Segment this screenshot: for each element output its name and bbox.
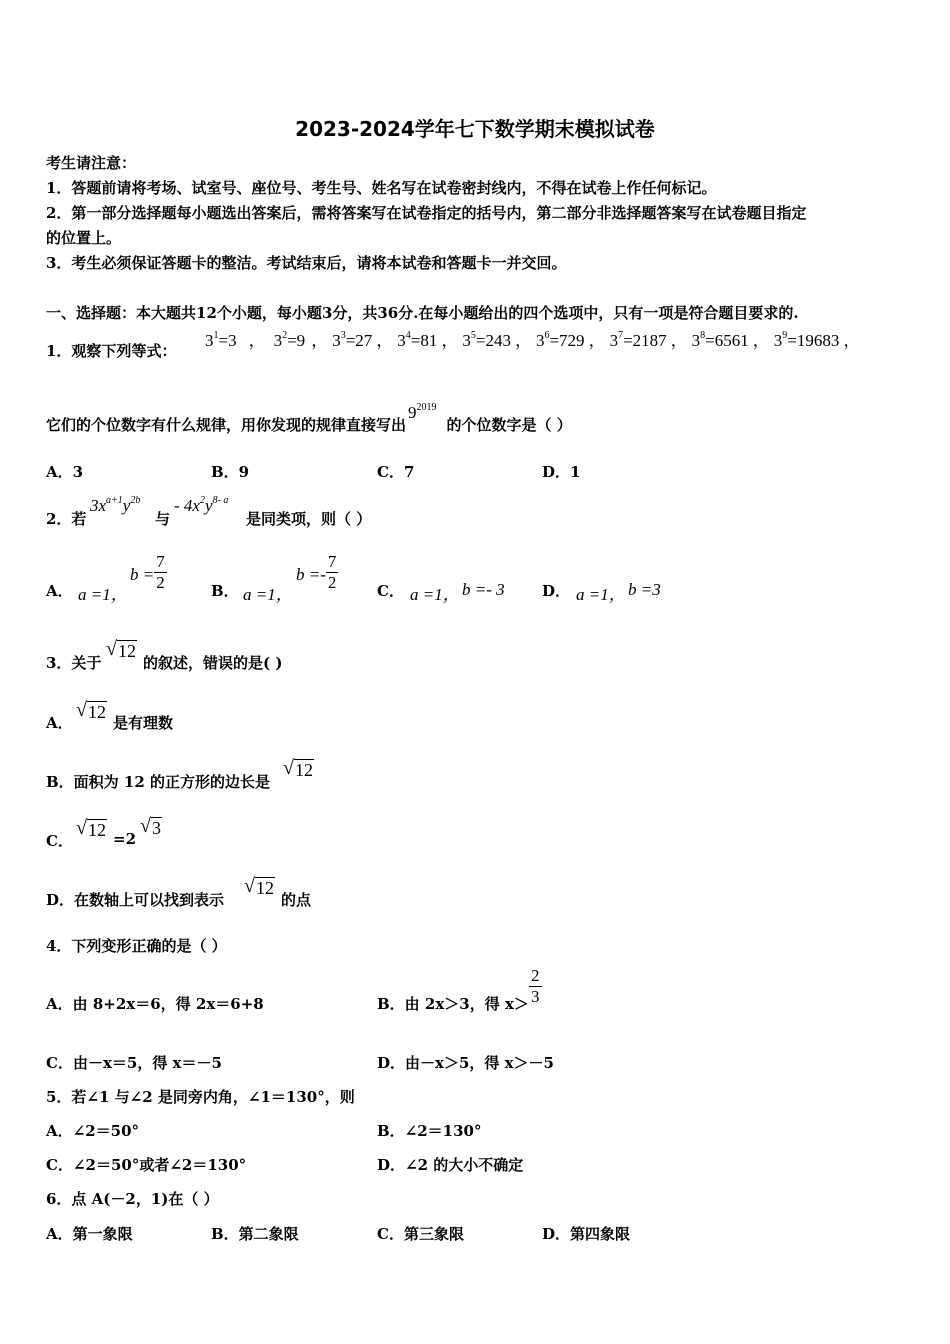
q1-option-d[interactable]: D．1 — [542, 463, 581, 481]
q1-power: $3^2=9$ ， — [273, 330, 329, 350]
notice-line-1: 1．答题前请将考场、试室号、座位号、考生号、姓名写在试卷密封线内，不得在试卷上作任何标记。 — [46, 179, 717, 197]
q3-option-c-sqrt3: √ 3 — [140, 815, 161, 838]
q4-option-b-text: B．由 2x＞3，得 x＞ — [377, 995, 529, 1013]
q6-option-a[interactable]: A．第一象限 — [46, 1225, 133, 1243]
q1-option-b[interactable]: B．9 — [211, 463, 250, 481]
q6-option-d[interactable]: D．第四象限 — [542, 1225, 631, 1243]
q5-option-a[interactable]: A．∠2＝50° — [46, 1122, 140, 1140]
q2-option-a-frac: $\frac{7}{2}$ — [156, 552, 165, 592]
q2-option-a-a: a =1， — [78, 585, 128, 604]
q1-power: $3^1=3$ ， — [205, 330, 266, 350]
q3-option-d-pre[interactable]: D．在数轴上可以找到表示 — [46, 891, 225, 909]
q2-option-d-a: a =1， — [576, 585, 626, 604]
q6-option-c[interactable]: C．第三象限 — [377, 1225, 464, 1243]
q3-option-a-label[interactable]: A． — [46, 714, 73, 732]
q2-stem-pre: 2．若 — [46, 510, 87, 528]
q1-line2-pre: 它们的个位数字有什么规律，用你发现的规律直接写出 — [46, 416, 407, 434]
q1-power: $3^3=27$ ， — [332, 330, 394, 350]
q5-option-b[interactable]: B．∠2＝130° — [377, 1122, 482, 1140]
q4-option-c[interactable]: C．由－x＝5，得 x＝－5 — [46, 1054, 222, 1072]
q1-power: $3^9=19683$ ， — [773, 330, 861, 350]
q2-term2: - $4x^2y^{8- a}$ — [174, 495, 229, 515]
q3-option-a-text: 是有理数 — [113, 714, 174, 732]
q4-option-d[interactable]: D．由－x＞5，得 x＞－5 — [377, 1054, 554, 1072]
notice-line-4: 3．考生必须保证答题卡的整洁。考试结束后，请将本试卷和答题卡一并交回。 — [46, 254, 567, 272]
q4-option-a[interactable]: A．由 8+2x＝6，得 2x＝6+8 — [46, 995, 264, 1013]
q2-stem-mid: 与 — [155, 510, 171, 528]
q5-stem: 5．若∠1 与∠2 是同旁内角，∠1＝130°，则 — [46, 1088, 355, 1106]
notice-heading: 考生请注意： — [46, 154, 137, 172]
q2-option-c-b: b =- 3 — [462, 580, 505, 599]
notice-line-2: 2．第一部分选择题每小题选出答案后，需将答案写在试卷指定的括号内，第二部分非选择题答案写在试卷题目指定 — [46, 204, 807, 222]
q2-option-d-label[interactable]: D． — [542, 582, 571, 600]
q1-power: $3^8=6561$ ， — [691, 330, 770, 350]
q1-option-c[interactable]: C．7 — [377, 463, 415, 481]
q3-stem-pre: 3．关于 — [46, 654, 102, 672]
q3-option-c-sqrt: √ 12 — [76, 817, 106, 840]
q1-expr: $9^{2019}$ — [408, 402, 437, 422]
q2-option-b-frac: $\frac{7}{2}$ — [327, 552, 337, 592]
q3-option-c-label[interactable]: C． — [46, 832, 73, 850]
q3-option-a-sqrt: √ 12 — [76, 699, 106, 722]
q1-powers — [205, 326, 860, 351]
q5-option-c[interactable]: C．∠2＝50°或者∠2＝130° — [46, 1156, 247, 1174]
q3-option-b-sqrt: √ 12 — [283, 757, 313, 780]
q3-option-b-text[interactable]: B．面积为 12 的正方形的边长是 — [46, 773, 270, 791]
page-title: 2023-2024学年七下数学期末模拟试卷 — [295, 117, 655, 141]
q2-stem-post: 是同类项，则（ ） — [246, 510, 372, 528]
q3-option-d-post: 的点 — [281, 891, 312, 909]
q1-power: $3^4=81$ ， — [397, 330, 459, 350]
q1-line2-post: 的个位数字是（ ） — [446, 416, 572, 434]
q3-option-d-sqrt: √ 12 — [244, 875, 274, 898]
q1-stem: 1．观察下列等式： — [46, 342, 177, 360]
q4-option-b[interactable] — [377, 993, 529, 1014]
q2-option-d-b: b =3 — [628, 580, 661, 599]
q4-option-b-frac: $\frac{2}{3}$ — [531, 966, 540, 1006]
q1-line2 — [46, 402, 572, 435]
q1-power: $3^7=2187$ ， — [609, 330, 688, 350]
q6-option-b[interactable]: B．第二象限 — [211, 1225, 299, 1243]
q2-option-a-label[interactable]: A． — [46, 582, 73, 600]
q3-option-c-mid: =2 — [113, 830, 137, 848]
q4-stem: 4．下列变形正确的是（ ） — [46, 937, 227, 955]
q2-option-b-a: a =1， — [243, 585, 293, 604]
notice-line-3: 的位置上。 — [46, 229, 122, 247]
q6-stem: 6．点 A(－2，1)在（ ） — [46, 1190, 219, 1208]
q2-option-a-b: b = $\frac{7}{2}$ — [130, 552, 165, 592]
q3-sqrt: √ 12 — [106, 638, 136, 661]
q2-option-b-label[interactable]: B． — [211, 582, 239, 600]
q1-power: $3^6=729$ ， — [535, 330, 606, 350]
q1-option-a[interactable]: A．3 — [46, 463, 84, 481]
q2-term1: $3x^{a+1}y^{2b}$ — [90, 495, 141, 515]
q3-stem-post: 的叙述，错误的是( ) — [143, 654, 283, 672]
q2-option-c-label[interactable]: C． — [377, 582, 404, 600]
section-heading: 一、选择题：本大题共12个小题，每小题3分，共36分.在每小题给出的四个选项中，只有一项是符合题目要求的. — [46, 304, 799, 322]
q1-power: $3^5=243$ ， — [462, 330, 532, 350]
q2-option-b-b: b =- $\frac{7}{2}$ — [296, 552, 337, 592]
q2-option-c-a: a =1， — [410, 585, 460, 604]
q5-option-d[interactable]: D．∠2 的大小不确定 — [377, 1156, 524, 1174]
